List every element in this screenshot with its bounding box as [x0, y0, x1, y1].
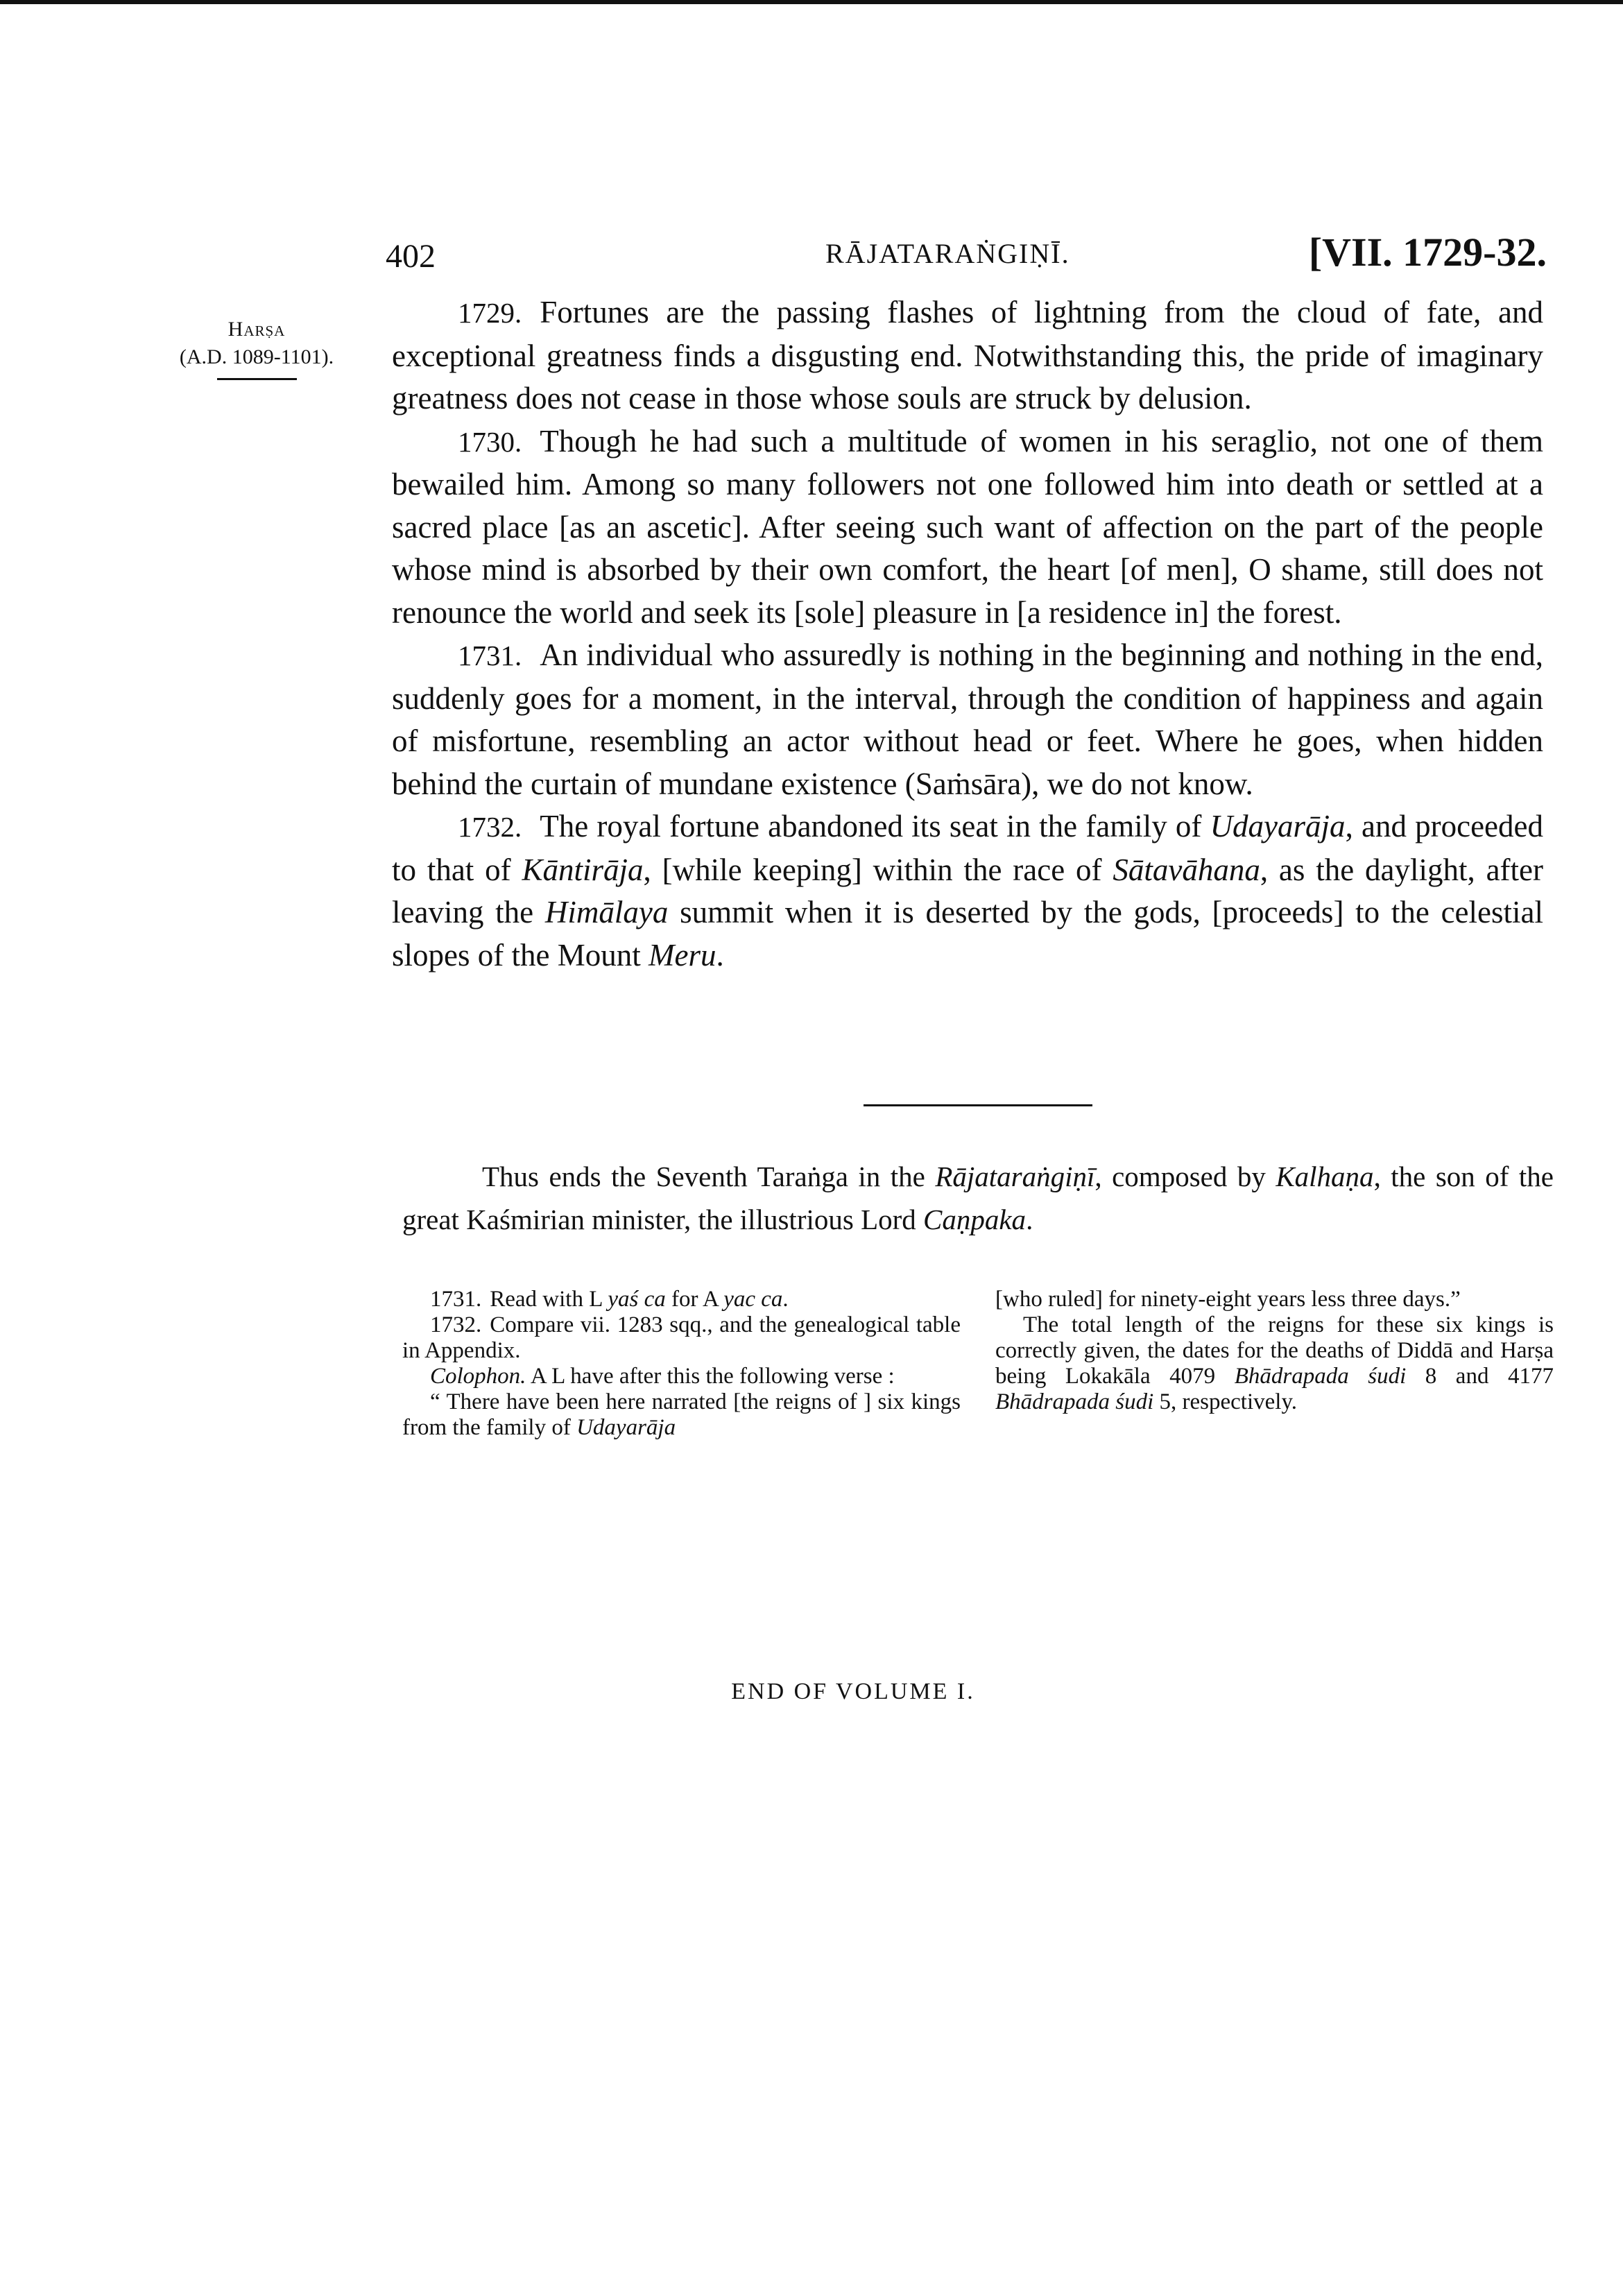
- note-text: Compare vii. 1283 sqq., and the genealogical table in Appendix.: [402, 1312, 961, 1363]
- colophon-text-part: , the son of the great Kaśmirian minister, the illustrious Lord: [402, 1160, 1554, 1235]
- name-udayaraja: Udayarāja: [1210, 809, 1346, 843]
- end-of-volume: END OF VOLUME I.: [731, 1679, 975, 1704]
- note-colophon: [402, 1364, 961, 1389]
- note-number: 1731.: [430, 1287, 482, 1312]
- note-text: The total length of the reigns for these six kings is correctly given, the dates for the deaths of Diddā and Harṣa being Lokakāla 4079: [995, 1312, 1554, 1389]
- note-text: [who ruled] for ninety-eight years less three days.”: [995, 1287, 1461, 1312]
- name-satavahana: Sātavāhana: [1113, 852, 1260, 887]
- note-1731: [402, 1287, 961, 1312]
- title-rajatarangini: Rājataraṅgiṇī: [935, 1160, 1095, 1192]
- verse-text-part: , as the daylight, after leaving the: [392, 852, 1544, 929]
- note-total: [995, 1312, 1554, 1415]
- section-divider: [864, 1104, 1092, 1106]
- verse-text-part: , and proceeded to that of: [392, 809, 1543, 887]
- verse-text: Though he had such a multitude of women in his seraglio, not one of them bewailed him. Among so many followers not one followed him into death or settled at a sacred place [as an ascetic]. After seeing such want of affection on the part of the people whose mind is absorbed by their own comfort, the heart [of men], O shame, still does not renounce the world and seek its [sole] pleasure in [a residence in] the forest.: [392, 423, 1543, 630]
- note-text: .: [782, 1287, 789, 1312]
- note-reading: yaś ca: [608, 1287, 666, 1312]
- note-text: “ There have been here narrated [the reigns of ] six kings from the family of: [402, 1389, 961, 1440]
- verse-number: 1731.: [458, 640, 522, 671]
- name-kantiraja: Kāntirāja: [522, 852, 644, 887]
- month-name: Bhādrapada śudi: [995, 1389, 1154, 1414]
- note-quote-continued: [995, 1287, 1554, 1312]
- colophon-text-part: Thus ends the Seventh Taraṅga in the: [482, 1160, 936, 1192]
- verse-number: 1729.: [458, 297, 522, 329]
- verse-number: 1732.: [458, 811, 522, 843]
- note-text: A L have after this the following verse :: [526, 1364, 895, 1389]
- top-edge-rule: [0, 0, 1623, 4]
- note-label: Colophon.: [430, 1364, 526, 1389]
- name-canpaka: Caṇpaka: [923, 1203, 1027, 1235]
- note-text: for A: [665, 1287, 724, 1312]
- note-text: 8 and 4177: [1406, 1364, 1554, 1389]
- note-text: 5, respectively.: [1153, 1389, 1298, 1414]
- colophon-text-part: .: [1026, 1203, 1033, 1235]
- note-text: Read with L: [490, 1287, 608, 1312]
- margin-reign-dates: (A.D. 1089-1101).: [179, 345, 334, 368]
- margin-king-name: Harṣa: [227, 318, 286, 341]
- main-text: [392, 291, 1543, 977]
- note-1732: [402, 1312, 961, 1364]
- section-reference: [VII. 1729-32.: [1308, 230, 1547, 275]
- verse-number: 1730.: [458, 425, 522, 458]
- verse-text-part: , [while keeping] within the race of: [643, 852, 1113, 887]
- colophon-text-part: , composed by: [1094, 1160, 1276, 1192]
- margin-rule: [217, 378, 297, 380]
- verse-text: Fortunes are the passing flashes of lightning from the cloud of fate, and exceptional greatness finds a disgusting end. Notwithstanding this, the pride of imaginary greatness does not cease in those whose souls are struck by delusion.: [392, 295, 1543, 415]
- name-meru: Meru: [648, 937, 716, 973]
- verse-1731: [392, 634, 1543, 805]
- colophon: [402, 1155, 1554, 1241]
- verse-text-part: summit when it is deserted by the gods, [proceeds] to the celestial slopes of the Mount: [392, 895, 1543, 973]
- footnotes-left-column: [402, 1287, 961, 1441]
- month-name: Bhādrapada śudi: [1234, 1364, 1407, 1389]
- verse-text-part: The royal fortune abandoned its seat in the family of: [540, 809, 1210, 843]
- running-title: RĀJATARAṄGIṆĪ.: [825, 238, 1070, 269]
- margin-note: [153, 316, 361, 380]
- footnotes-right-column: [995, 1287, 1554, 1415]
- note-quote: [402, 1389, 961, 1441]
- page-header: [381, 229, 1547, 284]
- name-udayaraja: Udayarāja: [576, 1415, 676, 1440]
- note-reading: yac ca: [723, 1287, 783, 1312]
- page-number: 402: [386, 238, 436, 275]
- verse-text: An individual who assuredly is nothing in the beginning and nothing in the end, suddenly goes for a moment, in the interval, through the condition of happiness and again of misfortune, resembling an actor without head or feet. Where he goes, when hidden behind the curtain of mundane existence (Saṁsāra), we do not know.: [392, 637, 1543, 801]
- verse-1732: [392, 805, 1543, 977]
- note-number: 1732.: [430, 1312, 482, 1337]
- name-himalaya: Himālaya: [544, 895, 669, 929]
- verse-text-part: .: [716, 937, 724, 973]
- verse-1729: [392, 291, 1543, 420]
- name-kalhana: Kalhaṇa: [1276, 1160, 1374, 1192]
- verse-1730: [392, 420, 1543, 635]
